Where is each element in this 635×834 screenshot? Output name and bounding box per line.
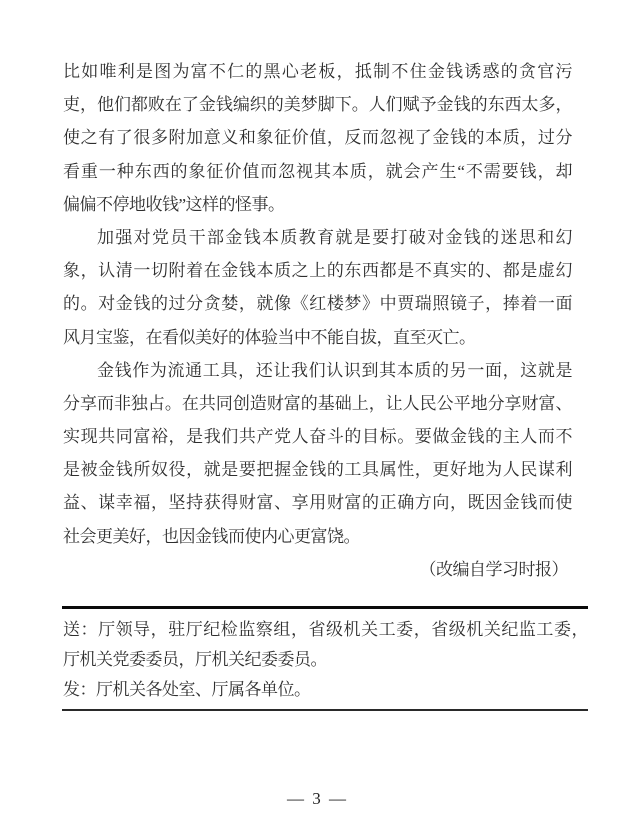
body-text <box>63 55 572 586</box>
body-text-line: 比如唯利是图为富不仁的黑心老板，抵制不住金钱诱惑的贪官污 <box>63 62 572 81</box>
distribution-send-line: 送：厅领导，驻厅纪检监察组，省级机关工委，省级机关纪监工委， <box>63 620 588 639</box>
body-text-line: 风月宝鉴，在看似美好的体验当中不能自拔，直至灭亡。 <box>63 327 476 347</box>
distribution-send-line-continued: 厅机关党委委员，厅机关纪委委员。 <box>63 650 327 669</box>
body-text-line: 加强对党员干部金钱本质教育就是要打破对金钱的迷思和幻 <box>97 227 572 247</box>
paragraph-3 <box>63 354 572 553</box>
paragraph-2 <box>63 221 572 354</box>
body-text-line: 使之有了很多附加意义和象征价值，反而忽视了金钱的本质，过分 <box>63 128 572 148</box>
distribution-issue-line: 发：厅机关各处室、厅属各单位。 <box>63 680 311 699</box>
body-text-line: 分享而非独占。在共同创造财富的基础上，让人民公平地分享财富、 <box>63 393 572 413</box>
paragraph-1 <box>63 55 572 221</box>
body-text-line: 益、谋幸福，坚持获得财富、享用财富的正确方向，既因金钱而使 <box>63 493 572 513</box>
body-text-line: 金钱作为流通工具，还让我们认识到其本质的另一面，这就是 <box>97 360 572 380</box>
body-text-line: 社会更美好，也因金钱而使内心更富饶。 <box>63 526 360 546</box>
body-text-line: 看重一种东西的象征价值而忽视其本质，就会产生“不需要钱，却 <box>63 161 572 181</box>
body-text-line: 偏偏不停地收钱”这样的怪事。 <box>63 194 285 214</box>
body-text-line: 实现共同富裕，是我们共产党人奋斗的目标。要做金钱的主人而不 <box>63 427 572 447</box>
body-text-line: 象，认清一切附着在金钱本质之上的东西都是不真实的、都是虚幻 <box>63 261 572 281</box>
page-number: — 3 — <box>287 789 348 808</box>
source-attribution: （改编自学习时报） <box>419 559 568 579</box>
body-text-line: 是被金钱所奴役，就是要把握金钱的工具属性，更好地为人民谋利 <box>63 460 572 480</box>
distribution-block <box>62 606 588 711</box>
body-text-line: 吏，他们都败在了金钱编织的美梦脚下。人们赋予金钱的东西太多， <box>63 95 572 115</box>
body-text-line: 的。对金钱的过分贪婪，就像《红楼梦》中贾瑞照镜子，捧着一面 <box>63 294 572 314</box>
